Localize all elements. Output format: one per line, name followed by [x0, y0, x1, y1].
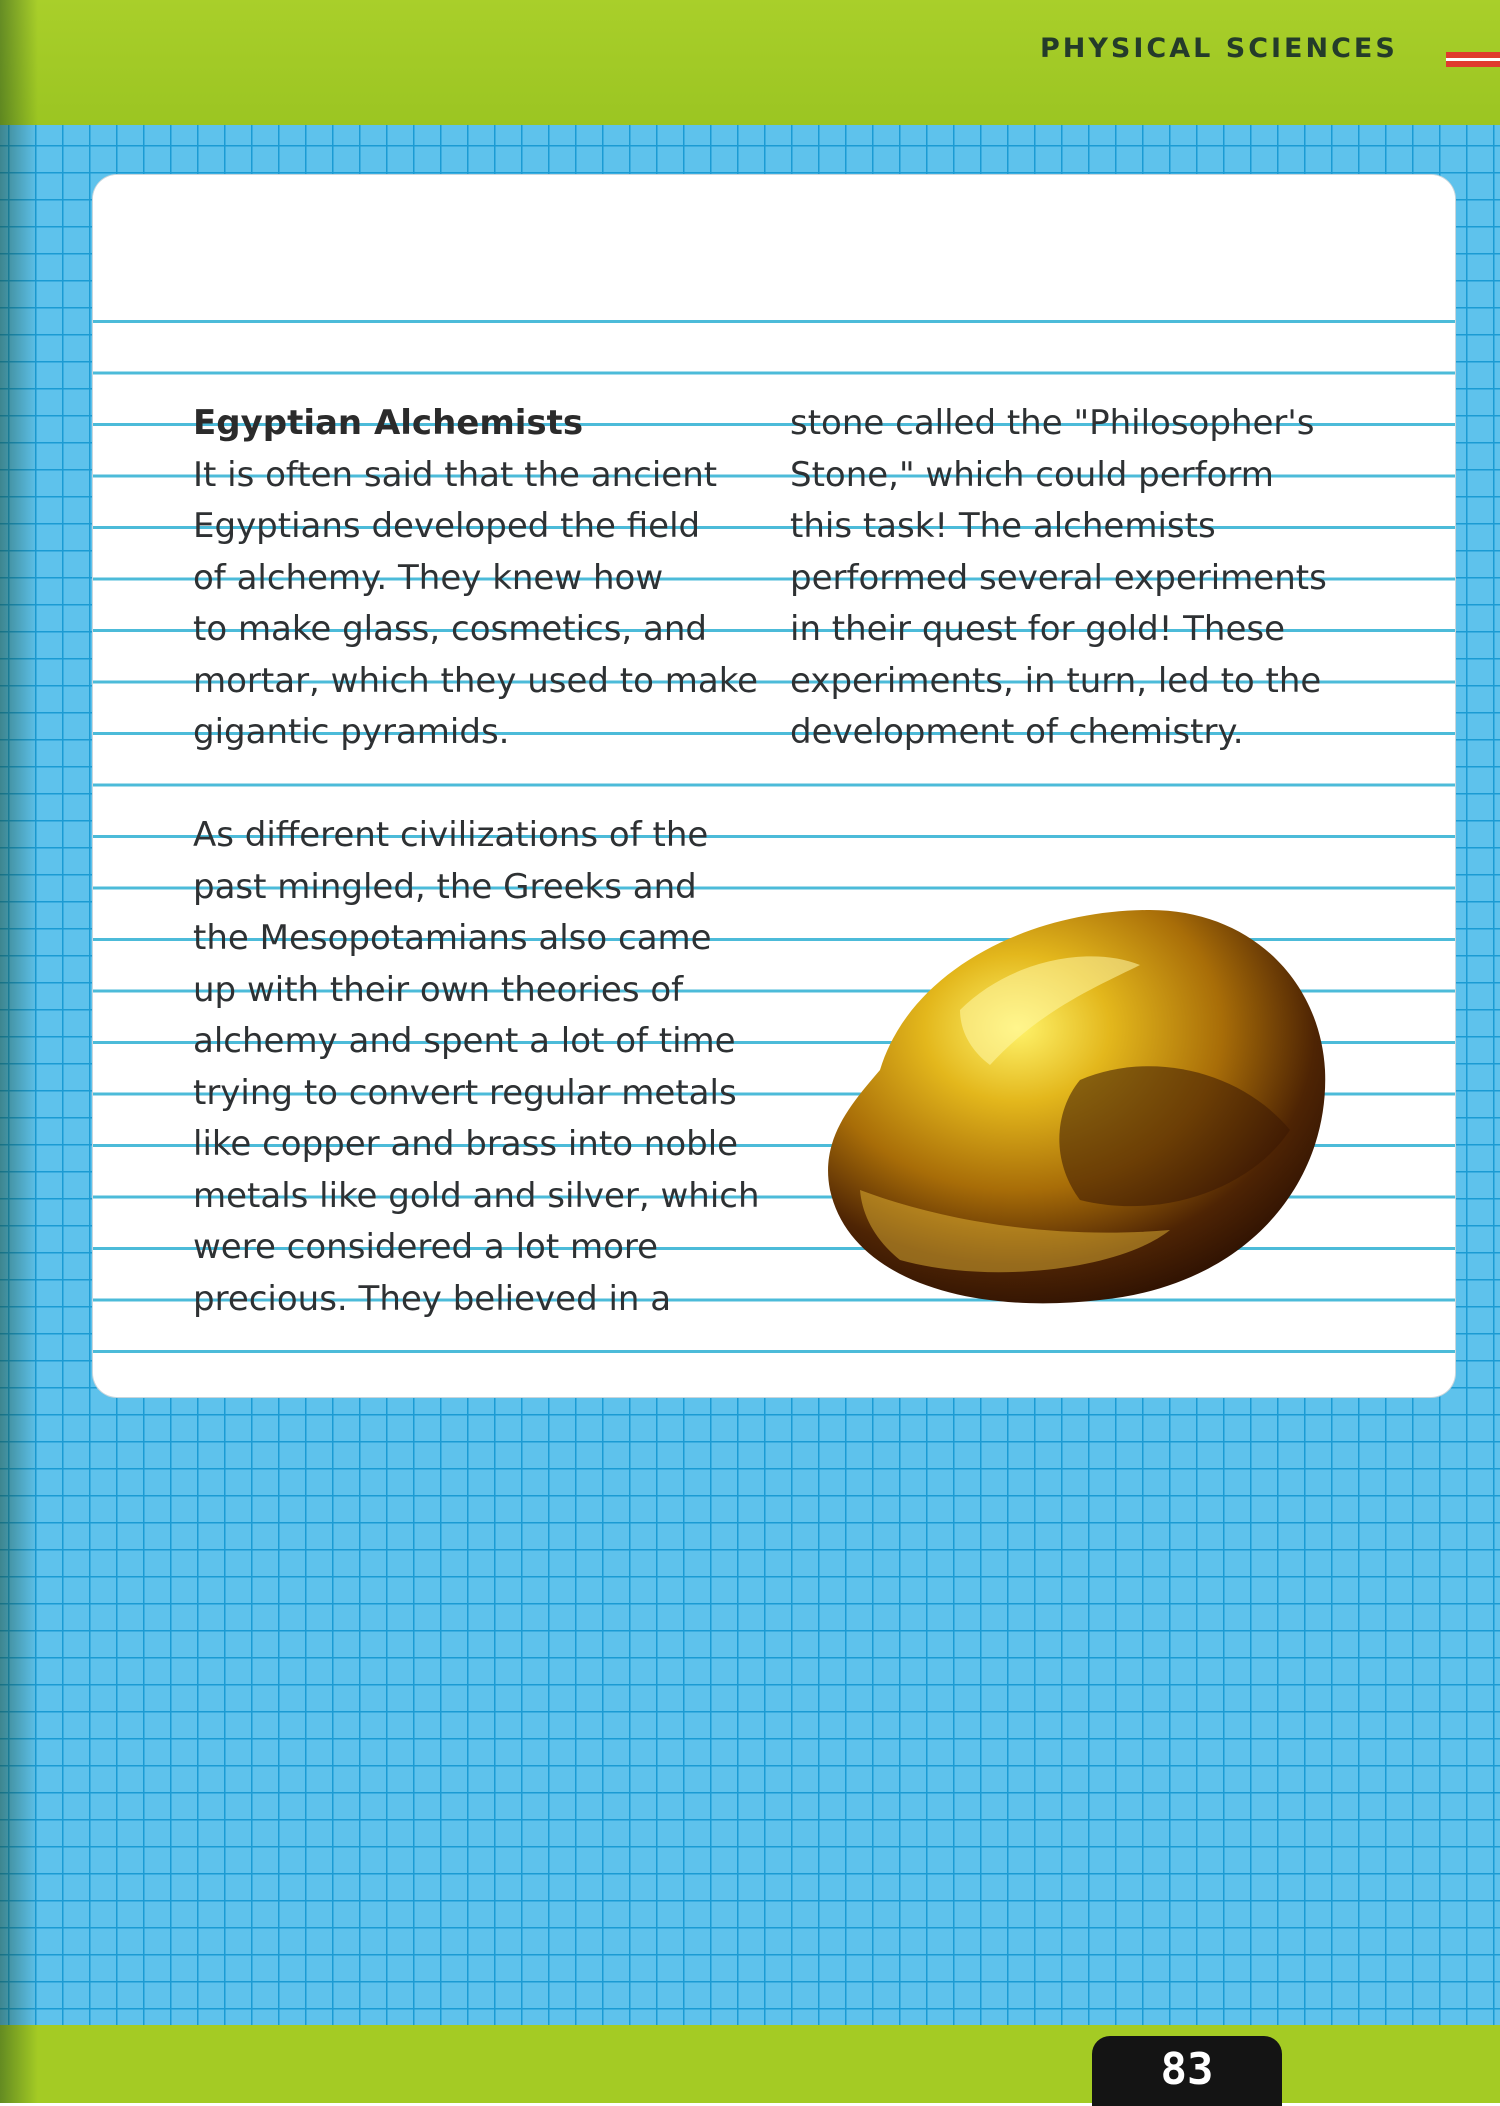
section-label: PHYSICAL SCIENCES: [1040, 33, 1398, 64]
left-line: of alchemy. They knew how: [193, 557, 664, 598]
left-line: mortar, which they used to make: [193, 660, 759, 701]
left-line: gigantic pyramids.: [193, 712, 510, 752]
left-line: precious. They believed in a: [193, 1278, 672, 1319]
left-line: the Mesopotamians also came: [193, 918, 712, 958]
left-line: up with their own theories of: [193, 969, 684, 1010]
right-line: in their quest for gold! These: [790, 609, 1286, 649]
article-heading: Egyptian Alchemists: [193, 403, 584, 443]
page-number-tab: [1092, 2036, 1282, 2106]
gold-nugget-icon: [820, 890, 1340, 1340]
left-line: Egyptians developed the field: [193, 506, 701, 546]
right-line: stone called the "Philosopher's: [790, 403, 1315, 443]
left-line: It is often said that the ancient: [193, 454, 718, 495]
left-line: metals like gold and silver, which: [193, 1175, 760, 1216]
right-line: experiments, in turn, led to the: [790, 660, 1322, 701]
right-line: development of chemistry.: [790, 712, 1244, 752]
left-line: like copper and brass into noble: [193, 1124, 739, 1164]
left-line: were considered a lot more: [193, 1227, 659, 1267]
left-line: alchemy and spent a lot of time: [193, 1021, 736, 1061]
section-stripe: [1446, 52, 1500, 70]
left-line: As different civilizations of the: [193, 815, 709, 855]
right-column: [790, 398, 1350, 759]
left-line: trying to convert regular metals: [193, 1072, 737, 1113]
right-line: Stone," which could perform: [790, 454, 1274, 495]
right-line: performed several experiments: [790, 557, 1327, 598]
page-number: 83: [1160, 2044, 1214, 2095]
paragraph-gap: [193, 759, 753, 811]
right-line: this task! The alchemists: [790, 506, 1216, 546]
left-line: to make glass, cosmetics, and: [193, 609, 708, 649]
left-line: past mingled, the Greeks and: [193, 866, 697, 907]
book-spine-shadow: [0, 0, 38, 2103]
left-column: [193, 398, 760, 1325]
